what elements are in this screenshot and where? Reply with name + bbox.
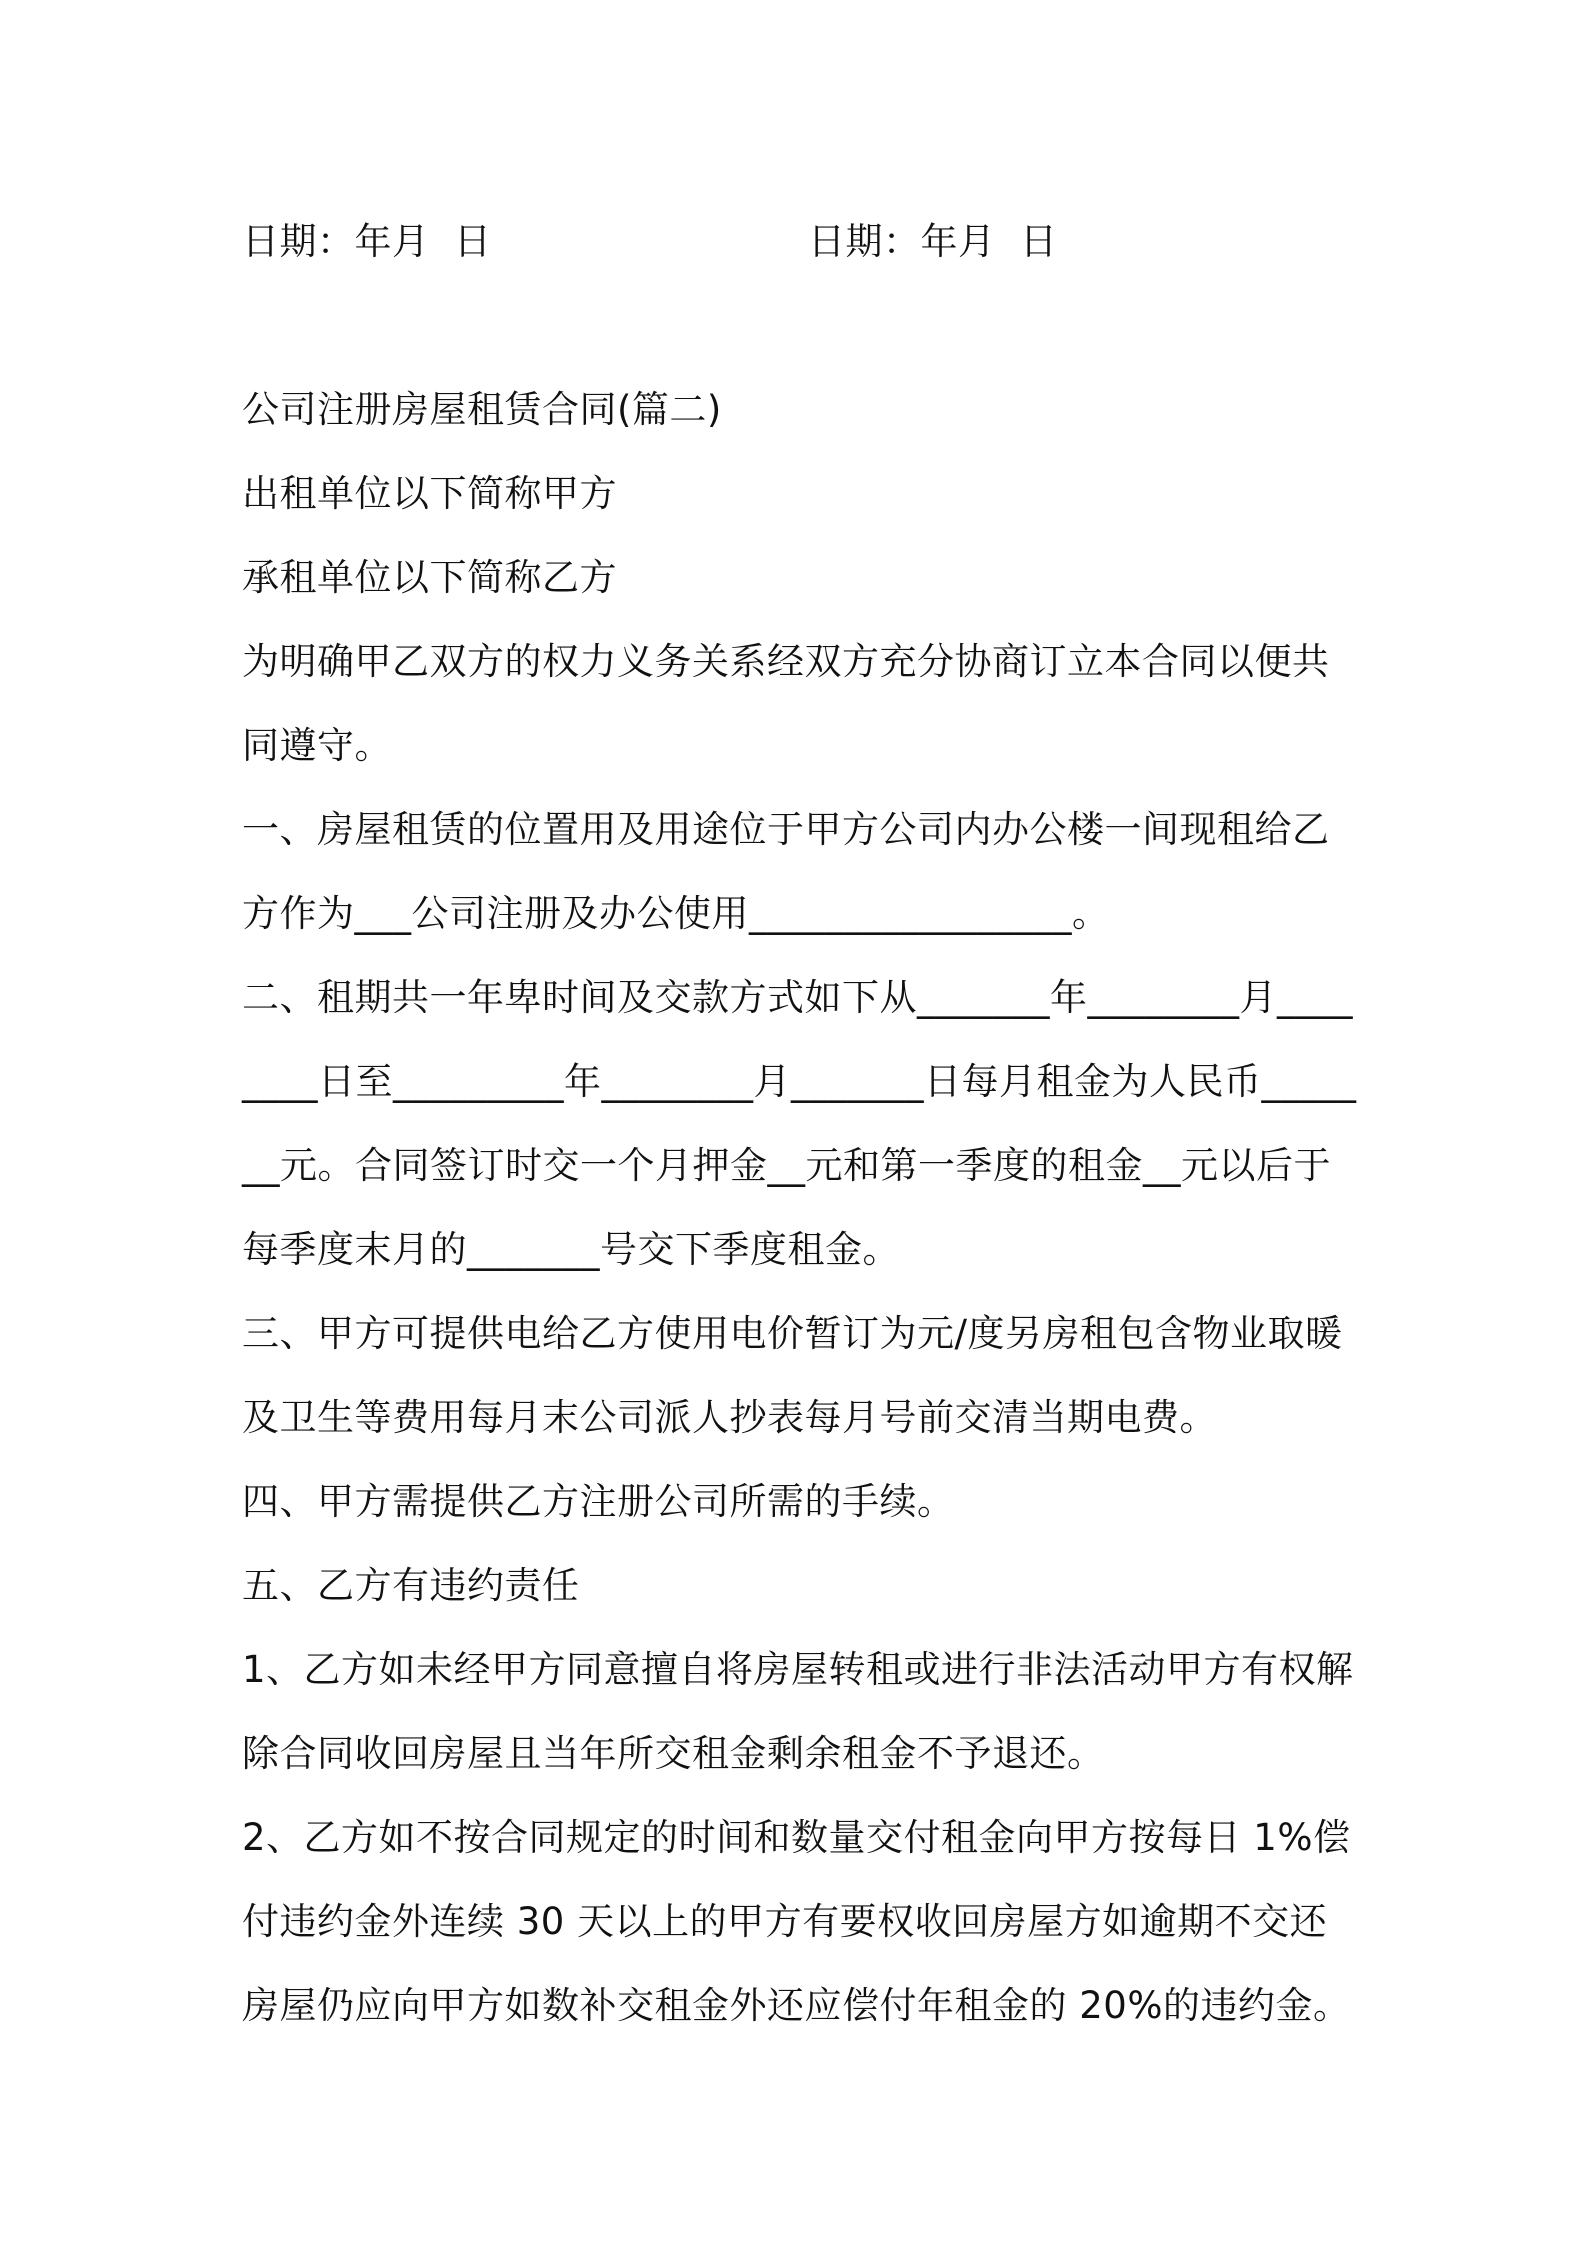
paragraph-lessor: 出租单位以下简称甲方 <box>242 472 617 515</box>
clause-5-item-1: 1、乙方如未经甲方同意擅自将房屋转租或进行非法活动甲方有权解除合同收回房屋且当年所交租金剩余租金不予退还。 <box>242 1648 1354 1775</box>
contract-title: 公司注册房屋租赁合同(篇二) <box>242 388 722 431</box>
clause-2-term-payment: 二、租期共一年卑时间及交款方式如下从_______年________月________日至_________年________月_______日每月租金为人民币_______元。合同签订时交一个月押金__元和第一季度的租金__元以后于每季度末月的_______号交下季度租金。 <box>242 976 1357 1271</box>
paragraph-lessee: 承租单位以下简称乙方 <box>242 556 617 599</box>
party-b-date: 日期：年月 日 <box>808 220 1058 263</box>
party-a-date: 日期：年月 日 <box>242 220 492 263</box>
clause-4-procedures: 四、甲方需提供乙方注册公司所需的手续。 <box>242 1480 955 1523</box>
signature-date-row <box>242 200 1362 284</box>
clause-5-heading: 五、乙方有违约责任 <box>242 1564 580 1607</box>
paragraph-preamble: 为明确甲乙双方的权力义务关系经双方充分协商订立本合同以便共同遵守。 <box>242 640 1330 767</box>
document-body <box>242 200 1362 2048</box>
clause-1-location-usage: 一、房屋租赁的位置用及用途位于甲方公司内办公楼一间现租给乙方作为___公司注册及办公使用_________________。 <box>242 808 1330 935</box>
clause-3-electricity: 三、甲方可提供电给乙方使用电价暂订为元/度另房租包含物业取暖及卫生等费用每月末公司派人抄表每月号前交清当期电费。 <box>242 1312 1343 1439</box>
clause-5-item-2: 2、乙方如不按合同规定的时间和数量交付租金向甲方按每日 1%偿付违约金外连续 30 天以上的甲方有要权收回房屋方如逾期不交还房屋仍应向甲方如数补交租金外还应偿付年租金的 20%的违约金。 <box>242 1816 1351 2027</box>
